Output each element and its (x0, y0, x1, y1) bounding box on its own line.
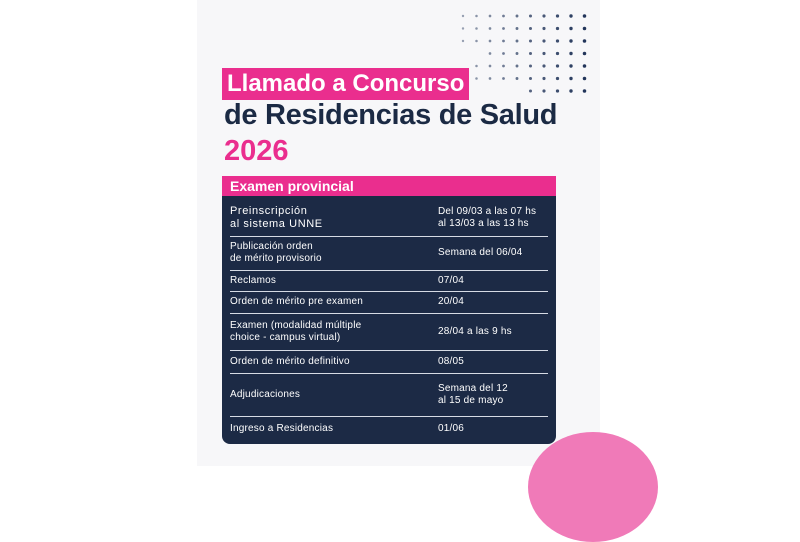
row-value: 28/04 a las 9 hs (438, 325, 512, 337)
decorative-dot (502, 40, 505, 43)
decorative-dot (516, 40, 519, 43)
dot-pattern-decoration (459, 12, 604, 94)
decorative-dot (542, 52, 545, 55)
table-row (230, 291, 548, 314)
decorative-dot (462, 15, 464, 17)
decorative-dot (529, 89, 532, 92)
decorative-dot (475, 65, 478, 68)
decorative-dot (556, 39, 559, 42)
decorative-dot (462, 40, 464, 42)
decorative-dot (569, 64, 572, 67)
decorative-dot (542, 64, 545, 67)
row-label: Reclamos (230, 274, 277, 286)
decorative-dot (489, 27, 492, 30)
decorative-dot (529, 77, 532, 80)
title-line-2: de Residencias de Salud (224, 99, 558, 131)
decorative-dot (583, 77, 587, 81)
table-row (230, 270, 548, 292)
decorative-dot (516, 52, 519, 55)
decorative-dot (462, 27, 464, 29)
decorative-dot (556, 52, 559, 55)
decorative-dot (516, 15, 519, 18)
decorative-dot (569, 27, 572, 30)
decorative-dot (475, 40, 478, 43)
decorative-dot (502, 52, 505, 55)
decorative-dot (475, 27, 478, 30)
schedule-table (222, 196, 556, 444)
decorative-dot (475, 77, 478, 80)
row-value: Semana del 06/04 (438, 247, 523, 258)
table-row (230, 236, 548, 271)
row-label: Examen (modalidad múltiple choice - campus virtual) (230, 319, 362, 343)
row-value: Semana del 12 al 15 de mayo (438, 382, 508, 406)
section-title: Examen provincial (222, 176, 556, 196)
decorative-dot (583, 89, 587, 93)
decorative-dot (475, 15, 478, 18)
decorative-dot (489, 15, 492, 18)
decorative-dot (489, 40, 492, 43)
decorative-dot (542, 89, 545, 92)
decorative-dot (542, 77, 545, 80)
decorative-dot (516, 77, 519, 80)
decorative-dot (516, 65, 519, 68)
decorative-dot (502, 77, 505, 80)
decorative-dot (569, 77, 572, 80)
table-row (230, 200, 548, 237)
decorative-dot (529, 14, 532, 17)
decorative-dot (542, 14, 545, 17)
decorative-dot (569, 14, 572, 17)
row-label: Adjudicaciones (230, 388, 301, 400)
decorative-dot (502, 65, 505, 68)
decorative-dot (529, 52, 532, 55)
decorative-dot (529, 27, 532, 30)
decorative-dot (542, 39, 545, 42)
row-label: Ingreso a Residencias (230, 423, 334, 434)
title-year: 2026 (224, 135, 289, 167)
decorative-dot (556, 27, 559, 30)
decorative-dot (583, 52, 587, 56)
row-label: Publicación orden de mérito provisorio (230, 241, 322, 264)
pink-blob-decoration (528, 432, 658, 542)
table-row (230, 416, 548, 442)
decorative-dot (529, 39, 532, 42)
decorative-dot (542, 27, 545, 30)
row-value: 20/04 (438, 296, 465, 307)
decorative-dot (583, 27, 587, 31)
row-value: 07/04 (438, 274, 465, 286)
table-row (230, 350, 548, 374)
decorative-dot (569, 39, 572, 42)
row-value: 01/06 (438, 423, 465, 434)
table-row (230, 373, 548, 417)
decorative-dot (569, 89, 572, 92)
decorative-dot (556, 14, 559, 17)
decorative-dot (556, 89, 559, 92)
decorative-dot (556, 77, 559, 80)
decorative-dot (583, 39, 587, 43)
decorative-dot (489, 52, 492, 55)
decorative-dot (529, 64, 532, 67)
decorative-dot (489, 77, 492, 80)
decorative-dot (516, 27, 519, 30)
decorative-dot (502, 15, 505, 18)
row-label: Orden de mérito definitivo (230, 355, 350, 367)
row-value: Del 09/03 a las 07 hs al 13/03 a las 13 hs (438, 206, 537, 229)
decorative-dot (583, 14, 587, 18)
decorative-dot (502, 27, 505, 30)
row-label: Preinscripción al sistema UNNE (230, 205, 323, 230)
row-label: Orden de mérito pre examen (230, 296, 364, 307)
row-value: 08/05 (438, 355, 465, 367)
decorative-dot (556, 64, 559, 67)
table-row (230, 313, 548, 351)
decorative-dot (583, 64, 587, 68)
title-line-1: Llamado a Concurso (222, 68, 469, 100)
decorative-dot (489, 65, 492, 68)
decorative-dot (569, 52, 572, 55)
